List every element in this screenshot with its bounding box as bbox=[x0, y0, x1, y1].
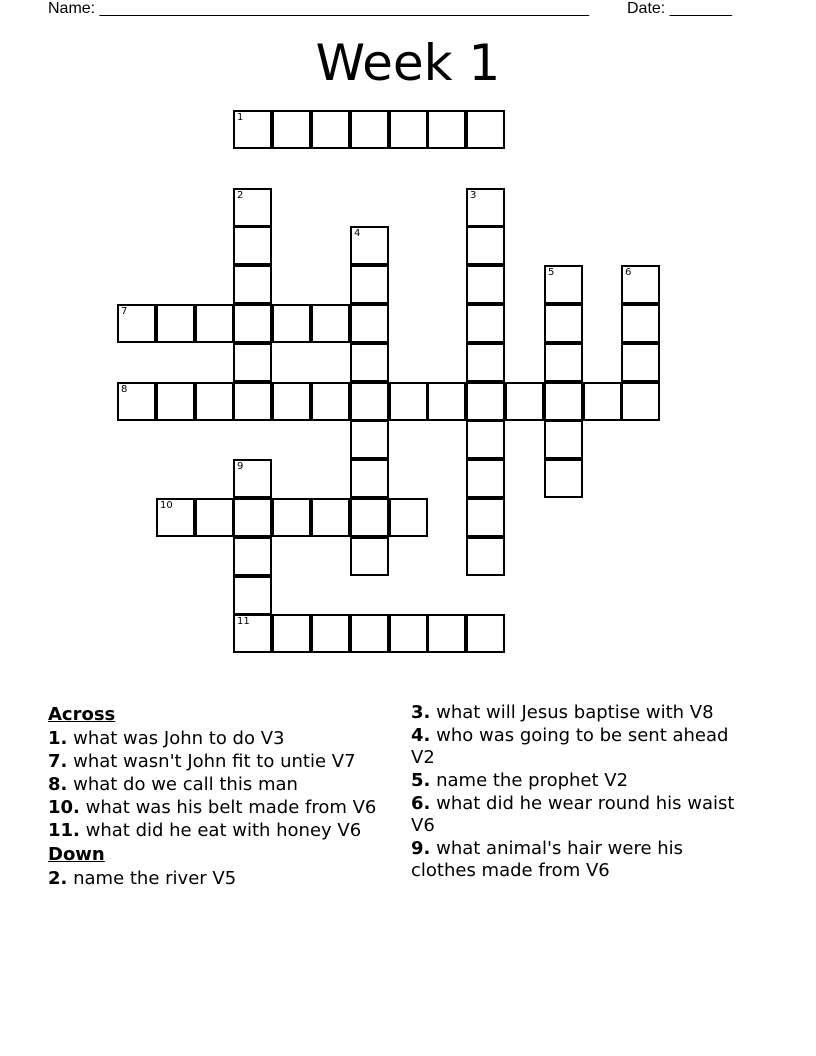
grid-cell[interactable] bbox=[427, 110, 466, 149]
grid-cell-number: 11 bbox=[237, 616, 250, 627]
grid-cell[interactable] bbox=[233, 188, 272, 227]
grid-cell[interactable] bbox=[350, 226, 389, 265]
grid-cell-number: 9 bbox=[237, 461, 244, 472]
grid-cell[interactable] bbox=[233, 265, 272, 304]
grid-cell[interactable] bbox=[156, 498, 195, 537]
grid-cell[interactable] bbox=[621, 343, 660, 382]
name-field-label: Name: _______________________________________________________ bbox=[48, 0, 589, 17]
grid-cell-number: 8 bbox=[121, 384, 128, 395]
clue-across-1: 1. what was John to do V3 bbox=[48, 728, 285, 749]
grid-cell[interactable] bbox=[466, 265, 505, 304]
grid-cell[interactable] bbox=[272, 110, 311, 149]
grid-cell[interactable] bbox=[233, 110, 272, 149]
clue-down-9: 9. what animal's hair were his clothes made from V6 bbox=[411, 838, 684, 881]
grid-cell[interactable] bbox=[156, 304, 195, 343]
grid-cell[interactable] bbox=[544, 343, 583, 382]
grid-cell[interactable] bbox=[466, 226, 505, 265]
grid-cell[interactable] bbox=[272, 304, 311, 343]
grid-cell-number: 1 bbox=[237, 112, 244, 123]
grid-cell[interactable] bbox=[195, 498, 234, 537]
clues-right-column bbox=[411, 702, 741, 883]
grid-cell[interactable] bbox=[195, 382, 234, 421]
grid-cell[interactable] bbox=[466, 537, 505, 576]
grid-cell[interactable] bbox=[389, 498, 428, 537]
grid-cell[interactable] bbox=[466, 498, 505, 537]
clue-across-7: 7. what wasn't John fit to untie V7 bbox=[48, 751, 356, 772]
grid-cell-number: 10 bbox=[160, 500, 173, 511]
grid-cell[interactable] bbox=[195, 304, 234, 343]
grid-cell-number: 7 bbox=[121, 306, 128, 317]
clue-down-4: 4. who was going to be sent ahead V2 bbox=[411, 725, 729, 768]
grid-cell[interactable] bbox=[233, 343, 272, 382]
clue-down-6: 6. what did he wear round his waist V6 bbox=[411, 793, 735, 836]
across-heading: Across bbox=[48, 704, 116, 725]
grid-cell[interactable] bbox=[233, 304, 272, 343]
grid-cell[interactable] bbox=[350, 304, 389, 343]
grid-cell[interactable] bbox=[466, 343, 505, 382]
grid-cell[interactable] bbox=[311, 498, 350, 537]
grid-cell[interactable] bbox=[427, 382, 466, 421]
page-title: Week 1 bbox=[315, 34, 501, 92]
grid-cell[interactable] bbox=[350, 110, 389, 149]
grid-cell[interactable] bbox=[233, 576, 272, 615]
grid-cell[interactable] bbox=[621, 265, 660, 304]
grid-cell[interactable] bbox=[350, 265, 389, 304]
grid-cell[interactable] bbox=[117, 382, 156, 421]
grid-cell[interactable] bbox=[350, 537, 389, 576]
grid-cell[interactable] bbox=[311, 382, 350, 421]
grid-cell[interactable] bbox=[389, 614, 428, 653]
grid-cell[interactable] bbox=[233, 459, 272, 498]
clue-down-2: 2. name the river V5 bbox=[48, 868, 237, 889]
grid-cell-number: 2 bbox=[237, 190, 244, 201]
grid-cell[interactable] bbox=[466, 110, 505, 149]
grid-cell[interactable] bbox=[272, 614, 311, 653]
grid-cell[interactable] bbox=[350, 343, 389, 382]
clue-across-10: 10. what was his belt made from V6 bbox=[48, 797, 377, 818]
grid-cell-number: 6 bbox=[625, 267, 632, 278]
grid-cell[interactable] bbox=[544, 304, 583, 343]
grid-cell[interactable] bbox=[233, 382, 272, 421]
grid-cell[interactable] bbox=[583, 382, 622, 421]
grid-cell[interactable] bbox=[350, 420, 389, 459]
grid-cell[interactable] bbox=[350, 498, 389, 537]
clues-left-column bbox=[48, 702, 398, 891]
grid-cell[interactable] bbox=[117, 304, 156, 343]
grid-cell[interactable] bbox=[272, 382, 311, 421]
grid-cell[interactable] bbox=[156, 382, 195, 421]
grid-cell[interactable] bbox=[505, 382, 544, 421]
grid-cell[interactable] bbox=[350, 459, 389, 498]
clue-down-5: 5. name the prophet V2 bbox=[411, 770, 629, 791]
grid-cell-number: 5 bbox=[548, 267, 555, 278]
grid-cell[interactable] bbox=[350, 614, 389, 653]
grid-cell[interactable] bbox=[466, 459, 505, 498]
clue-across-8: 8. what do we call this man bbox=[48, 774, 298, 795]
grid-cell[interactable] bbox=[233, 614, 272, 653]
grid-cell[interactable] bbox=[544, 459, 583, 498]
grid-cell[interactable] bbox=[621, 382, 660, 421]
grid-cell[interactable] bbox=[389, 382, 428, 421]
grid-cell[interactable] bbox=[389, 110, 428, 149]
grid-cell[interactable] bbox=[311, 304, 350, 343]
grid-cell[interactable] bbox=[350, 382, 389, 421]
grid-cell[interactable] bbox=[466, 304, 505, 343]
grid-cell[interactable] bbox=[544, 265, 583, 304]
clue-down-3: 3. what will Jesus baptise with V8 bbox=[411, 702, 714, 723]
grid-cell[interactable] bbox=[466, 614, 505, 653]
grid-cell[interactable] bbox=[272, 498, 311, 537]
grid-cell[interactable] bbox=[466, 382, 505, 421]
grid-cell[interactable] bbox=[621, 304, 660, 343]
grid-cell[interactable] bbox=[427, 614, 466, 653]
grid-cell[interactable] bbox=[233, 498, 272, 537]
grid-cell[interactable] bbox=[233, 226, 272, 265]
grid-cell[interactable] bbox=[311, 614, 350, 653]
grid-cell[interactable] bbox=[544, 420, 583, 459]
date-field-label: Date: _______ bbox=[627, 0, 732, 17]
clue-across-11: 11. what did he eat with honey V6 bbox=[48, 820, 362, 841]
down-heading: Down bbox=[48, 844, 105, 865]
grid-cell-number: 3 bbox=[470, 190, 477, 201]
grid-cell[interactable] bbox=[466, 420, 505, 459]
grid-cell[interactable] bbox=[544, 382, 583, 421]
grid-cell[interactable] bbox=[311, 110, 350, 149]
grid-cell[interactable] bbox=[466, 188, 505, 227]
grid-cell-number: 4 bbox=[354, 228, 361, 239]
grid-cell[interactable] bbox=[233, 537, 272, 576]
